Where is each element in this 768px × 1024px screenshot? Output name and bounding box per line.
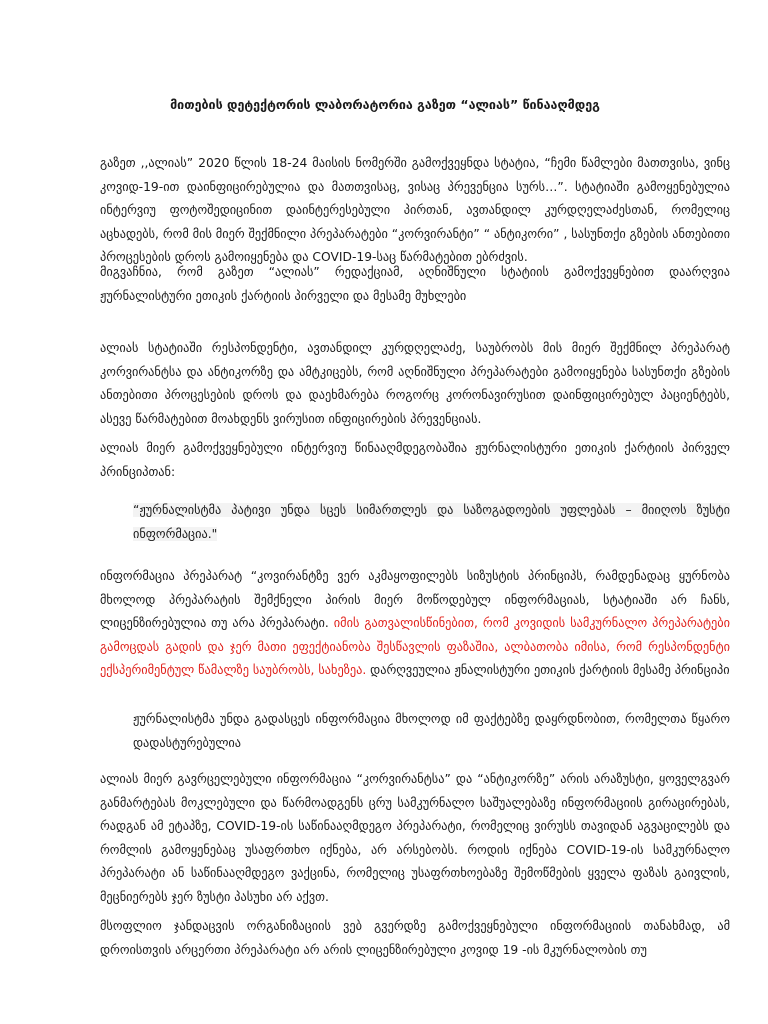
paragraph-respondent: ალიას სტატიაში რესპონდენტი, ავთანდილ კურდღელაძე, საუბრობს მის მიერ შექმნილ პრეპარატ კორვირანტსა და ანტიკორზე და ამტკიცებს, რომ აღნიშნული პრეპარატები გამოიყენება სასუნთქი გზების ანთებითი პროცესების დროს და დაეხმარება როგორც კორონავირუსით დაინფიცირებულ პაციენტებს, ასევე წარმატებით მოახდენს ვირუსით ინფიცირების პრევენციას. bbox=[100, 341, 730, 426]
quote-first-principle-text: “ჟურნალისტმა პატივი უნდა სცეს სიმართლეს და საზოგადოების უფლებას – მიიღოს ზუსტი ინფორმაცია." bbox=[133, 503, 730, 541]
paragraph-first-principle: ალიას მიერ გამოქვეყნებული ინტერვიუ წინააღმდეგობაშია ჟურნალისტური ეთიკის ქარტიის პირველ პრინციპთან: bbox=[100, 441, 730, 479]
paragraph-accuracy-text: ინფორმაცია პრეპარატ “კოვირანტზე ვერ აკმაყოფილებს სიზუსტის პრინციპს, რამდენადაც ყურნობა მხოლოდ პრეპარატის შემქნელი პირის მიერ მოწოდებულ ინფორმაციას, სტატიაში არ ჩანს, ლიცენზირებულია თუ არა პრეპარატი. bbox=[100, 569, 730, 630]
paragraph-accuracy bbox=[100, 565, 730, 683]
paragraph-accuracy-tail: დარღვეულია ჟნალისტური ეთიკის ქარტიის მესამე პრინციპი bbox=[366, 663, 730, 677]
paragraph-intro: გაზეთ ,,ალიას” 2020 წლის 18-24 მაისის ნომერში გამოქვეყნდა სტატია, “ჩემი წამლები მათთვისა, ვინც კოვიდ-19-ით დაინფიცირებულია და მათთვისაც, ვისაც პრევენცია სურს…”. სტატიაში გამოყენებულია ინტერვიუ ფოტოშედიცინით დაინტერესებული პირთან, ავთანდილ კურდღელაძესთან, რომელიც აცხადებს, რომ მის მიერ შექმნილი პრეპარატები “კორვირანტი” “ ანტიკორი” , სასუნთქი გზების ანთებითი პროცესების დროს გამოიყენება და COVID-19-საც წარმატებით ებრძვის. bbox=[100, 156, 730, 264]
paragraph-misinformation: ალიას მიერ გავრცელებული ინფორმაცია “კორვირანტსა” და “ანტიკორზე” არის არაზუსტი, ყოველგვარ განმარტებას მოკლებული და წარმოადგენს ცრუ სამკურნალო საშუალებაზე ინფორმაციის გირაცირებას, რადგან ამ ეტაპზე, COVID-19-ის საწინააღმდეგო პრეპარატი, რომელიც ვირუსს თავიდან აგვაცილებს და რომლის გამოყენებაც უსაფრთხო იქნება, არ არსებობს. როდის იქნება COVID-19-ის სამკურნალო პრეპარატი ან საწინააღმდეგო ვაქცინა, რომელიც უსაფრთხოებაზე შემოწმების ყველა ფაზას გაივლის, მეცნიერებს ჯერ ზუსტი პასუხი არ აქვთ. bbox=[100, 772, 730, 904]
document-title: მითების დეტექტორის ლაბორატორია გაზეთ “ალიას” წინააღმდეგ bbox=[170, 97, 600, 112]
paragraph-accuracy-red-text: იმის გათვალისწინებით, რომ კოვიდის სამკურნალო პრეპარატები გამოცდას გადის და ჯერ მათი ეფექტიანობა შესწავლის ფაზაშია, ალბათობა იმისა, რომ რესპონდენტი ექსპერიმენტულ წამალზე საუბრობს, სახეზეა. bbox=[100, 616, 730, 677]
paragraph-who: მსოფლიო ჯანდაცვის ორგანიზაციის ვებ გვერდზე გამოქვეყნებული ინფორმაციის თანახმად, ამ დროისთვის არცერთი პრეპარატი არ არის ლიცენზირებული კოვიდ 19 -ის მკურნალობის თუ bbox=[100, 919, 730, 957]
quote-first-principle bbox=[133, 499, 730, 546]
paragraph-verdict: მიგვაჩნია, რომ გაზეთ “ალიას” რედაქციამ, აღნიშნული სტატიის გამოქვეყნებით დაარღვია ჟურნალისტური ეთიკის ქარტიის პირველი და მესამე მუხლები bbox=[100, 265, 730, 303]
quote-third-principle: ჟურნალისტმა უნდა გადასცეს ინფორმაცია მხოლოდ იმ ფაქტებზე დაყრდნობით, რომელთა წყარო დადასტურებულია bbox=[133, 712, 730, 750]
